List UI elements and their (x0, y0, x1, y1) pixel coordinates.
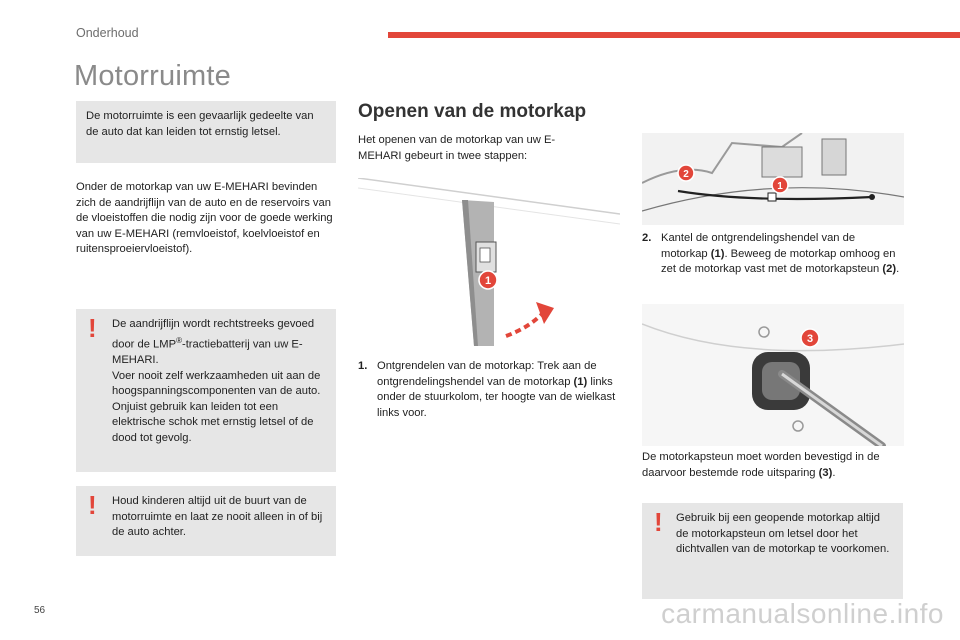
danger-box-text: De motorruimte is een gevaarlijk gedeelte van de auto dat kan leiden tot ernstig letsel. (86, 110, 314, 138)
warning-battery-line1: De aandrijflijn wordt rechtstreeks gevoed door de LMP®-tractiebatterij van uw E-MEHARI. (112, 318, 315, 366)
step-2: 2. Kantel de ontgrendelingshendel van de motorkap (1). Beweeg de motorkap omhoog en zet de motorkap vast met de motorkapsteun (2). (642, 232, 900, 276)
illustration-hood-stay (642, 133, 904, 225)
danger-box (76, 101, 336, 163)
page-number: 56 (34, 605, 46, 616)
header-accent-bar (388, 32, 960, 38)
header-section-label: Onderhoud (76, 26, 139, 40)
warning-box-hood-stay (642, 503, 903, 599)
step-1: 1. Ontgrendelen van de motorkap: Trek aan de ontgrendelingshendel van de motorkap (1) links onder de stuurkolom, ter hoogte van de wielkast links voor. (358, 360, 616, 419)
section-title: Openen van de motorkap (358, 101, 587, 122)
warning-battery-line3: Onjuist gebruik kan leiden tot een elektrische schok met ernstig letsel of de dood tot gevolg. (112, 400, 314, 444)
warning-box-children (76, 486, 336, 556)
warning-hood-stay-text: Gebruik bij een geopende motorkap altijd de motorkapsteun om letsel door het dichtvallen van de motorkap te voorkomen. (676, 512, 890, 556)
callout-1: 1 (484, 275, 492, 287)
step-2-number: 2. (642, 232, 652, 244)
section-intro: Het openen van de motorkap van uw E-MEHARI gebeurt in twee stappen: (358, 134, 556, 162)
warning-icon: ! (654, 507, 663, 537)
watermark: carmanualsonline.info (661, 598, 944, 629)
warning-icon: ! (88, 313, 97, 343)
intro-text: Onder de motorkap van uw E-MEHARI bevinden zich de aandrijflijn van de auto en de reservoirs van de vloeistoffen die nodig zijn voor de goede werking van uw E-MEHARI (remvloeistof, koelvloeistof en ruitensproeiervloeistof). (76, 181, 333, 256)
illustration-release-lever (358, 178, 620, 346)
illustration-stay-slot (642, 304, 904, 446)
warning-icon: ! (88, 490, 97, 520)
step-1-number: 1. (358, 360, 368, 372)
warning-children-text: Houd kinderen altijd uit de buurt van de motorruimte en laat ze nooit alleen in of bij de auto achter. (112, 495, 323, 539)
page-title: Motorruimte (74, 60, 231, 92)
warning-battery-line2: Voer nooit zelf werkzaamheden uit aan de hoogspanningscomponenten van de auto. (112, 369, 321, 398)
callout-2: 2 (683, 169, 689, 180)
callout-3: 3 (806, 333, 814, 345)
warning-box-battery (76, 309, 336, 472)
note-text: De motorkapsteun moet worden bevestigd in de daarvoor bestemde rode uitsparing (3). (642, 451, 880, 479)
callout-1-b: 1 (777, 181, 783, 192)
